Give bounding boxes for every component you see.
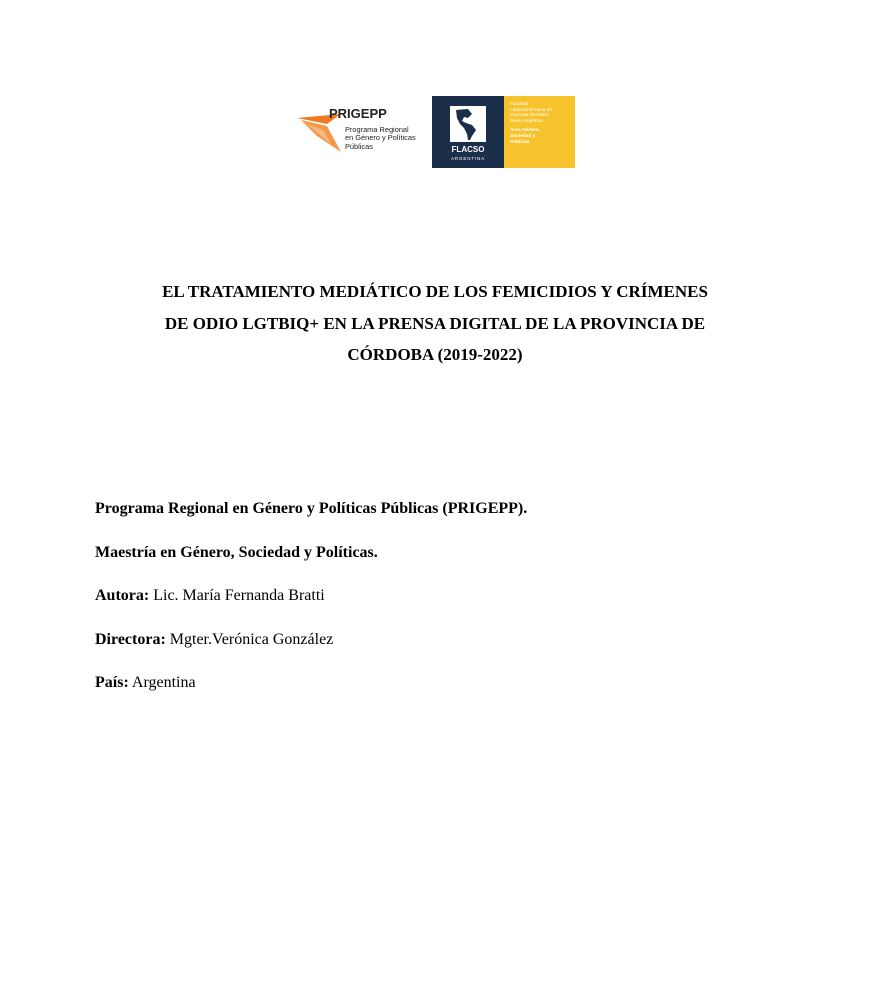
degree-line: [95, 544, 378, 562]
country-value: Argentina: [128, 674, 196, 691]
prigepp-name: PRIGEPP: [329, 106, 387, 121]
director-line: [95, 631, 333, 649]
flacso-name: FLACSO: [451, 145, 485, 154]
area-line: Sociedad y: [510, 133, 536, 139]
author-label: Autora:: [95, 587, 150, 604]
prigepp-subtitle-line: Públicas: [345, 141, 373, 151]
director-label: Directora:: [95, 631, 166, 648]
document-title: [80, 276, 790, 371]
author-line: [95, 587, 325, 605]
americas-map-icon: [450, 106, 486, 142]
prigepp-subtitle-line: en Género y Políticas: [345, 133, 416, 143]
author-value: Lic. María Fernanda Bratti: [149, 587, 325, 604]
title-line: CÓRDOBA (2019-2022): [347, 345, 523, 364]
panel-line: Facultad: [510, 102, 529, 107]
flacso-area-text: [510, 102, 572, 145]
title-line: DE ODIO LGTBIQ+ EN LA PRENSA DIGITAL DE LA PROVINCIA DE: [164, 313, 706, 333]
director-value: Mgter.Verónica González: [165, 631, 334, 648]
area-line: Área Género,: [510, 128, 541, 134]
program-text: Programa Regional en Género y Políticas Públicas (PRIGEPP).: [95, 500, 528, 517]
prigepp-logo: [297, 106, 427, 164]
logo-bar: [297, 96, 577, 168]
program-line: [95, 500, 527, 518]
flacso-area-panel: [504, 96, 575, 168]
country-line: [95, 674, 196, 692]
title-line: EL TRATAMIENTO MEDIÁTICO DE LOS FEMICIDIOS Y CRÍMENES: [162, 282, 708, 301]
panel-line: Sede Argentina: [510, 118, 543, 124]
prigepp-subtitle: [345, 126, 425, 151]
country-label: País:: [95, 674, 129, 691]
panel-line: Latinoamericana de: [510, 107, 553, 113]
area-line: Políticas: [510, 139, 530, 145]
flacso-logo: [432, 96, 504, 168]
flacso-country: ARGENTINA: [451, 156, 485, 161]
prigepp-subtitle-line: Programa Regional: [345, 125, 409, 134]
degree-text: Maestría en Género, Sociedad y Políticas.: [95, 544, 378, 561]
panel-line: Ciencias Sociales,: [510, 113, 550, 119]
